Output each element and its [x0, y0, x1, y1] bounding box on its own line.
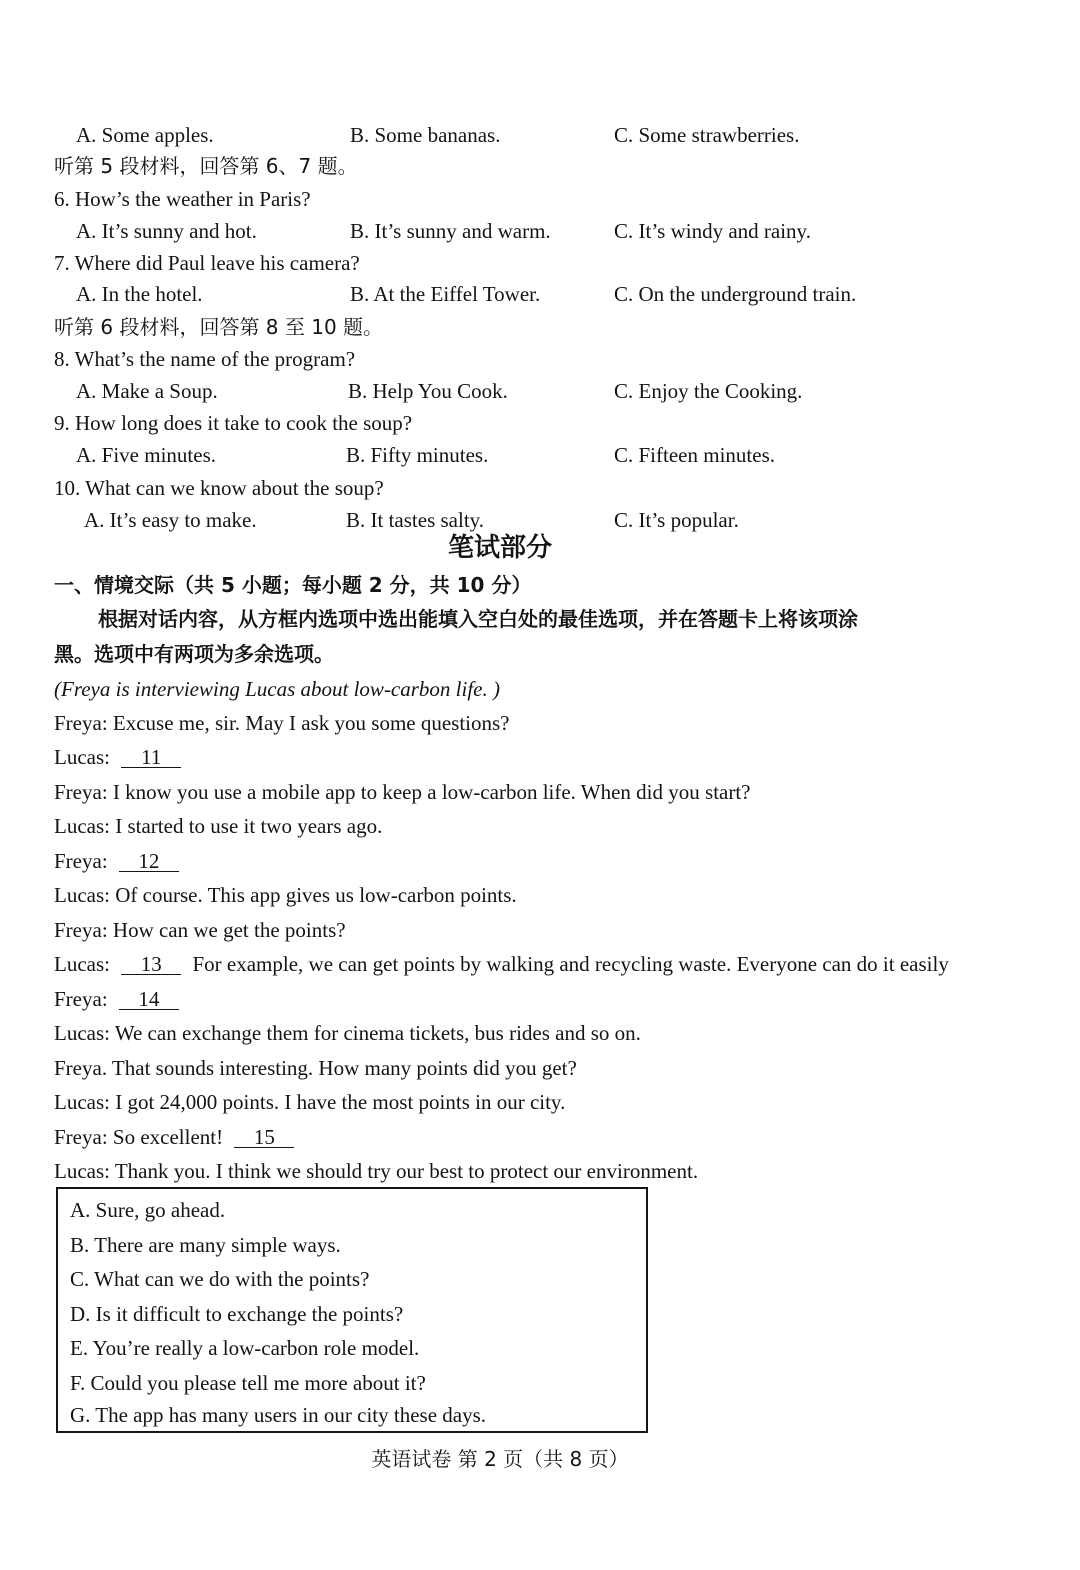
dialogue-line-11: Freya. That sounds interesting. How many points did you get? [54, 1056, 577, 1080]
box-option-a: A. Sure, go ahead. [70, 1198, 226, 1222]
part1-heading: 一、情境交际（共 5 小题；每小题 2 分，共 10 分） [54, 573, 532, 597]
options-box [56, 1187, 648, 1433]
page-footer: 英语试卷 第 2 页（共 8 页） [371, 1447, 629, 1471]
blank-11: 11 [121, 747, 181, 768]
dialogue-line-3: Freya: I know you use a mobile app to keep a low-carbon life. When did you start? [54, 780, 751, 804]
box-option-d: D. Is it difficult to exchange the points? [70, 1302, 404, 1326]
q6-option-c: C. It’s windy and rainy. [614, 219, 811, 243]
blank-15: 15 [234, 1127, 294, 1148]
section5-intro: 听第 5 段材料，回答第 6、7 题。 [54, 154, 358, 178]
dialogue-line-14: Lucas: Thank you. I think we should try our best to protect our environment. [54, 1159, 699, 1183]
q5-option-c: C. Some strawberries. [614, 123, 800, 147]
dialogue-line-12: Lucas: I got 24,000 points. I have the most points in our city. [54, 1090, 566, 1114]
q5-option-b: B. Some bananas. [350, 123, 501, 147]
box-option-f: F. Could you please tell me more about it? [70, 1371, 426, 1395]
dialogue-line-13 [54, 1124, 300, 1150]
q10-stem: 10. What can we know about the soup? [54, 476, 384, 500]
box-option-e: E. You’re really a low-carbon role model. [70, 1336, 420, 1360]
part1-instruction-line2: 黑。选项中有两项为多余选项。 [54, 642, 334, 666]
dialogue-line-5 [54, 848, 185, 874]
blank-14: 14 [119, 989, 179, 1010]
speaker-lucas: Lucas: [54, 745, 110, 769]
q6-option-a: A. It’s sunny and hot. [76, 219, 257, 243]
box-option-c: C. What can we do with the points? [70, 1267, 370, 1291]
speaker-freya: Freya: [54, 849, 108, 873]
dialogue-line-6: Lucas: Of course. This app gives us low-carbon points. [54, 883, 517, 907]
dialogue-line-1: Freya: Excuse me, sir. May I ask you some questions? [54, 711, 510, 735]
section6-intro: 听第 6 段材料，回答第 8 至 10 题。 [54, 315, 384, 339]
speaker-lucas: Lucas: [54, 952, 110, 976]
q5-option-a: A. Some apples. [76, 123, 214, 147]
dialogue-context: (Freya is interviewing Lucas about low-carbon life. ) [54, 677, 500, 701]
part1-instruction-line1: 根据对话内容，从方框内选项中选出能填入空白处的最佳选项，并在答题卡上将该项涂 [98, 607, 858, 631]
blank-13: 13 [121, 954, 181, 975]
q7-option-b: B. At the Eiffel Tower. [350, 282, 541, 306]
q7-option-c: C. On the underground train. [614, 282, 857, 306]
q8-option-c: C. Enjoy the Cooking. [614, 379, 803, 403]
q9-option-c: C. Fifteen minutes. [614, 443, 775, 467]
q6-stem: 6. How’s the weather in Paris? [54, 187, 311, 211]
dialogue-line-13-text: Freya: So excellent! [54, 1125, 224, 1149]
speaker-freya: Freya: [54, 987, 108, 1011]
written-section-title: 笔试部分 [447, 533, 552, 563]
dialogue-line-2 [54, 744, 187, 770]
q10-option-c: C. It’s popular. [614, 508, 739, 532]
dialogue-line-9 [54, 986, 185, 1012]
q8-stem: 8. What’s the name of the program? [54, 347, 356, 371]
q9-stem: 9. How long does it take to cook the soup? [54, 411, 413, 435]
q8-option-a: A. Make a Soup. [76, 379, 218, 403]
q7-stem: 7. Where did Paul leave his camera? [54, 251, 360, 275]
dialogue-line-8 [54, 951, 949, 977]
q8-option-b: B. Help You Cook. [348, 379, 508, 403]
dialogue-line-10: Lucas: We can exchange them for cinema tickets, bus rides and so on. [54, 1021, 641, 1045]
q6-option-b: B. It’s sunny and warm. [350, 219, 551, 243]
q9-option-b: B. Fifty minutes. [346, 443, 489, 467]
box-option-g: G. The app has many users in our city these days. [70, 1403, 487, 1427]
blank-12: 12 [119, 851, 179, 872]
dialogue-line-4: Lucas: I started to use it two years ago. [54, 814, 383, 838]
q10-option-a: A. It’s easy to make. [84, 508, 257, 532]
box-option-b: B. There are many simple ways. [70, 1233, 341, 1257]
q7-option-a: A. In the hotel. [76, 282, 203, 306]
dialogue-line-8-text: For example, we can get points by walking and recycling waste. Everyone can do it easily [192, 952, 949, 976]
q9-option-a: A. Five minutes. [76, 443, 216, 467]
dialogue-line-7: Freya: How can we get the points? [54, 918, 346, 942]
q10-option-b: B. It tastes salty. [346, 508, 485, 532]
